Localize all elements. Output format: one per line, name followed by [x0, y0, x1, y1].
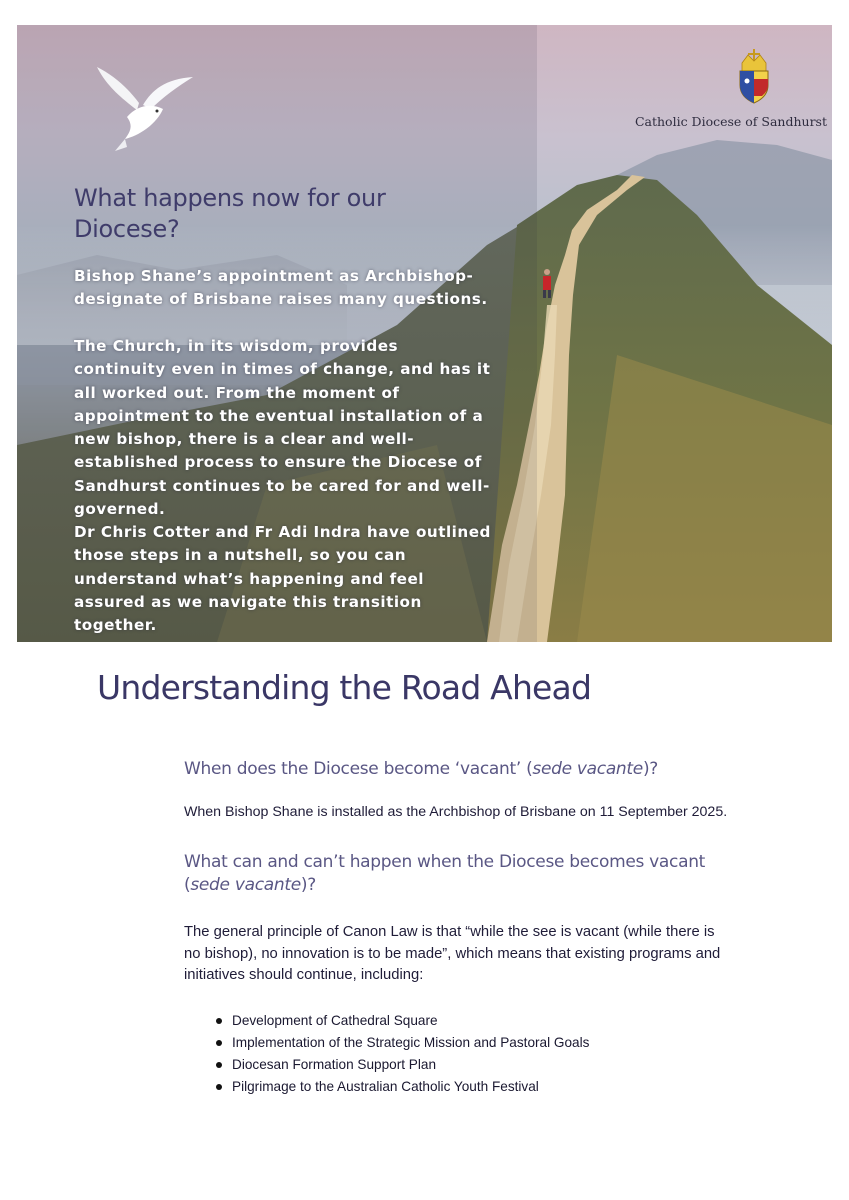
- question-vacant-rules: What can and can’t happen when the Diocese becomes vacant (sede vacante)?: [184, 852, 706, 895]
- program-list: [216, 1010, 716, 1098]
- section-title: Understanding the Road Ahead: [97, 668, 592, 707]
- hero-title: What happens now for our Diocese?: [74, 184, 386, 243]
- list-item: Diocesan Formation Support Plan: [216, 1054, 716, 1076]
- hero-paragraph-3: Dr Chris Cotter and Fr Adi Indra have outlined those steps in a nutshell, so you can understand what’s happening and feel assured as we navigate this transition together.: [74, 523, 491, 635]
- list-item: Implementation of the Strategic Mission and Pastoral Goals: [216, 1032, 716, 1054]
- answer-vacant-rules: The general principle of Canon Law is that “while the see is vacant (while there is no bishop), no innovation is to be made”, which means that existing programs and initiatives should continue, including:: [184, 924, 721, 983]
- hero-banner: [17, 25, 832, 642]
- list-item: Pilgrimage to the Australian Catholic Youth Festival: [216, 1076, 716, 1098]
- hero-paragraph-2: The Church, in its wisdom, provides continuity even in times of change, and has it all worked out. From the moment of appointment to the eventual installation of a new bishop, there is a clear and well-established process to ensure the Diocese of Sandhurst continues to be cared for and well-governed.: [74, 337, 491, 519]
- organization-name: Catholic Diocese of Sandhurst: [634, 114, 827, 129]
- answer-vacant-when: When Bishop Shane is installed as the Archbishop of Brisbane on 11 September 2025.: [184, 804, 728, 820]
- list-item: Development of Cathedral Square: [216, 1010, 716, 1032]
- diocese-crest-icon: [734, 49, 774, 105]
- question-vacant-when: When does the Diocese become ‘vacant’ (sede vacante)?: [184, 759, 658, 779]
- hero-paragraph-1: Bishop Shane’s appointment as Archbishop-designate of Brisbane raises many questions.: [74, 267, 488, 309]
